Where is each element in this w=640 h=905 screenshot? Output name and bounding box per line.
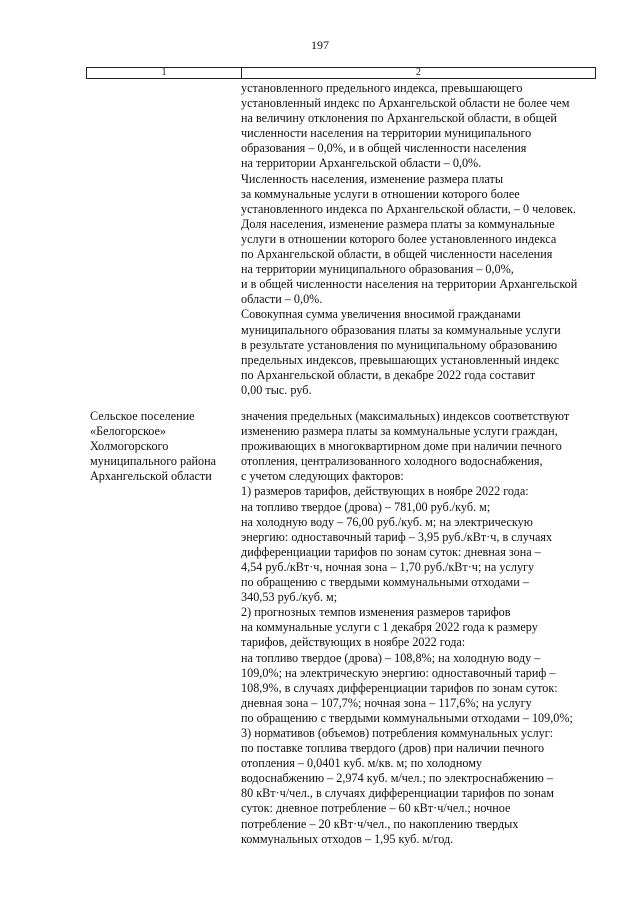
text-line: по поставке топлива твердого (дров) при наличии печного xyxy=(241,741,545,756)
text-line: с учетом следующих факторов: xyxy=(241,469,404,484)
text-line: Совокупная сумма увеличения вносимой гражданами xyxy=(241,307,521,322)
text-line: 4,54 руб./кВт·ч, ночная зона – 1,70 руб./кВт·ч; на услугу xyxy=(241,559,535,574)
text-line: установленный индекс по Архангельской области не более чем xyxy=(241,96,570,111)
text-line: по Архангельской области, в общей численности населения xyxy=(241,247,553,262)
text-line: потребление – 20 кВт·ч/чел., по накоплению твердых xyxy=(241,816,519,831)
page-number: 197 xyxy=(311,38,329,52)
text-line: дифференциации тарифов по зонам суток: дневная зона – xyxy=(241,544,541,559)
text-line: области – 0,0%. xyxy=(241,292,323,307)
text-line: услуги в отношении которого более установленного индекса xyxy=(241,231,557,246)
text-line: на коммунальные услуги с 1 декабря 2022 года к размеру xyxy=(241,620,538,635)
text-line: Численность населения, изменение размера платы xyxy=(241,171,504,186)
text-line: 2) прогнозных темпов изменения размеров тарифов xyxy=(241,605,511,620)
text-line: на холодную воду – 76,00 руб./куб. м; на электрическую xyxy=(241,514,533,529)
text-line: по обращению с твердыми коммунальными отходами – 109,0%; xyxy=(241,710,573,725)
text-line: энергию: одноставочный тариф – 3,95 руб./кВт·ч, в случаях xyxy=(241,529,553,544)
text-line: и в общей численности населения на территории Архангельской xyxy=(241,277,578,292)
text-line: 108,9%, в случаях дифференциации тарифов по зонам суток: xyxy=(241,680,558,695)
text-line: численности населения на территории муниципального xyxy=(241,126,532,141)
text-line: суток: дневное потребление – 60 кВт·ч/чел.; ночное xyxy=(241,801,511,816)
text-line: за коммунальные услуги в отношении которого более xyxy=(241,186,520,201)
text-line: дневная зона – 107,7%; ночная зона – 117,6%; на услугу xyxy=(241,695,532,710)
text-line: на территории муниципального образования – 0,0%, xyxy=(241,262,514,277)
table-header-col2: 2 xyxy=(416,67,421,78)
text-line: Доля населения, изменение размера платы за коммунальные xyxy=(241,216,555,231)
text-line: на территории Архангельской области – 0,0%. xyxy=(241,156,482,171)
text-line: тарифов, действующих в ноябре 2022 года: xyxy=(241,635,466,650)
municipality-line: Холмогорского xyxy=(90,439,169,454)
text-line: 340,53 руб./куб. м; xyxy=(241,590,338,605)
text-line: муниципального образования платы за коммунальные услуги xyxy=(241,322,561,337)
text-line: по обращению с твердыми коммунальными отходами – xyxy=(241,575,529,590)
table-header-row xyxy=(86,67,596,79)
municipality-line: Сельское поселение xyxy=(90,409,195,423)
text-line: установленного предельного индекса, превышающего xyxy=(241,81,523,95)
text-line: в результате установления по муниципальному образованию xyxy=(241,337,558,352)
municipality-name-cell xyxy=(90,409,240,484)
text-line: изменению размера платы за коммунальные услуги граждан, xyxy=(241,424,558,439)
text-line: 0,00 тыс. руб. xyxy=(241,382,312,397)
text-line: на топливо твердое (дрова) – 108,8%; на холодную воду – xyxy=(241,650,541,665)
text-line: отопления – 0,0401 куб. м/кв. м; по холодному xyxy=(241,756,483,771)
text-line: 80 кВт·ч/чел., в случаях дифференциации тарифов по зонам xyxy=(241,786,555,801)
text-line: образования – 0,0%, и в общей численности населения xyxy=(241,141,527,156)
text-line: 1) размеров тарифов, действующих в ноябре 2022 года: xyxy=(241,484,529,499)
text-line: 109,0%; на электрическую энергию: одноставочный тариф – xyxy=(241,665,556,680)
municipality-line: «Белогорское» xyxy=(90,424,167,439)
text-line: значения предельных (максимальных) индексов соответствуют xyxy=(241,409,570,423)
text-line: водоснабжению – 2,974 куб. м/чел.; по электроснабжению – xyxy=(241,771,553,786)
text-line: установленного индекса по Архангельской области, – 0 человек. xyxy=(241,201,576,216)
municipality-line: Архангельской области xyxy=(90,469,212,484)
text-line: 3) нормативов (объемов) потребления коммунальных услуг: xyxy=(241,725,554,740)
text-line: на топливо твердое (дрова) – 781,00 руб./куб. м; xyxy=(241,499,491,514)
text-line: предельных индексов, превышающих установленный индекс xyxy=(241,352,560,367)
table-header-col1: 1 xyxy=(87,68,242,78)
text-line: по Архангельской области, в декабре 2022 года составит xyxy=(241,367,536,382)
index-description-cell xyxy=(241,409,601,847)
text-line: на величину отклонения по Архангельской области, в общей xyxy=(241,111,557,126)
text-line: проживающих в многоквартирном доме при наличии печного xyxy=(241,439,562,454)
text-line: коммунальных отходов – 1,95 куб. м/год. xyxy=(241,831,454,846)
continuation-text-block xyxy=(241,81,601,398)
municipality-line: муниципального района xyxy=(90,454,217,469)
text-line: отопления, централизованного холодного водоснабжения, xyxy=(241,454,543,469)
